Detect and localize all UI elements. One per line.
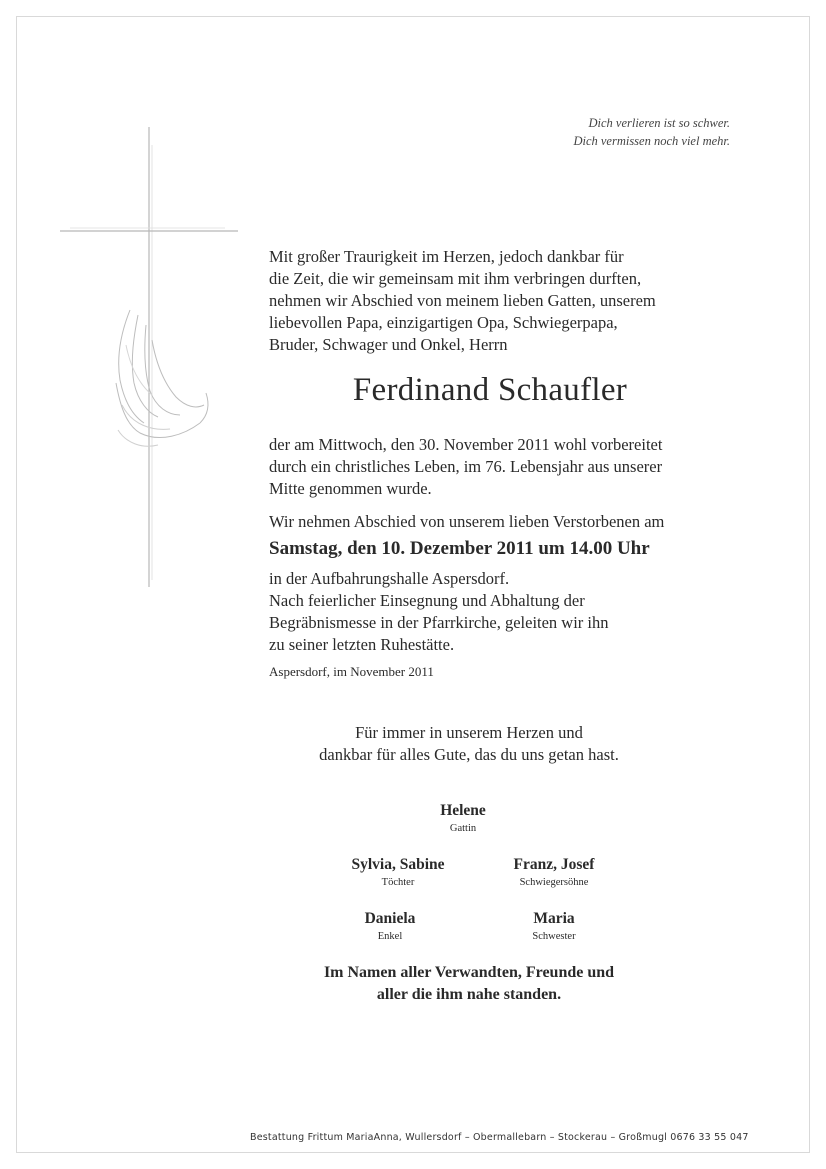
cross-icon [60,125,240,590]
farewell-intro: Wir nehmen Abschied von unserem lieben Verstorbenen am [269,512,665,531]
mourner-name: Helene [440,802,486,819]
mourner-role: Schwester [532,931,576,942]
mourner-role: Schwiegersöhne [519,877,589,888]
mourner-grandchild [300,910,480,942]
farewell-line: Nach feierlicher Einsegnung und Abhaltung der [269,591,585,610]
mourner-name: Daniela [364,910,416,927]
intro-line: nehmen wir Abschied von meinem lieben Gatten, unserem [269,291,656,310]
cross-illustration [60,125,240,590]
mourner-sons-in-law [464,856,644,888]
mourner-widow [373,802,553,834]
mourner-role: Enkel [377,931,403,942]
closing-line-2: dankbar für alles Gute, das du uns getan hast. [319,745,619,764]
death-text [269,434,739,500]
motto-line-1: Dich verlieren ist so schwer. [588,116,730,130]
funeral-date: Samstag, den 10. Dezember 2011 um 14.00 Uhr [269,538,650,559]
final-line-2: aller die ihm nahe standen. [376,986,562,1003]
farewell-line: Begräbnismesse in der Pfarrkirche, geleiten wir ihn [269,613,609,632]
mourner-name: Franz, Josef [513,856,595,873]
intro-text [269,246,739,356]
motto-line-2: Dich vermissen noch viel mehr. [573,134,730,148]
farewell-line: in der Aufbahrungshalle Aspersdorf. [269,569,510,588]
intro-line: Bruder, Schwager und Onkel, Herrn [269,335,508,354]
deceased-name: Ferdinand Schaufler [352,372,628,408]
mourner-name: Maria [533,910,575,927]
footer-imprint: Bestattung Frittum MariaAnna, Wullersdorf – Obermallebarn – Stockerau – Großmugl 0676 33 55 047 [250,1132,749,1143]
death-line: der am Mittwoch, den 30. November 2011 wohl vorbereitet [269,435,663,454]
mourner-name: Sylvia, Sabine [351,856,445,873]
closing-line-1: Für immer in unserem Herzen und [355,723,583,742]
place-date: Aspersdorf, im November 2011 [269,664,434,679]
intro-line: die Zeit, die wir gemeinsam mit ihm verbringen durften, [269,269,642,288]
farewell-text [269,568,739,656]
mourner-sister [464,910,644,942]
death-line: durch ein christliches Leben, im 76. Lebensjahr aus unserer [269,457,663,476]
praying-hands-icon [116,310,208,446]
mourner-role: Töchter [381,877,415,888]
intro-line: Mit großer Traurigkeit im Herzen, jedoch dankbar für [269,247,624,266]
farewell-line: zu seiner letzten Ruhestätte. [269,635,455,654]
intro-line: liebevollen Papa, einzigartigen Opa, Schwiegerpapa, [269,313,618,332]
death-line: Mitte genommen wurde. [269,479,432,498]
mourner-role: Gattin [449,823,477,834]
mourner-daughters [308,856,488,888]
motto [573,114,730,150]
final-line-1: Im Namen aller Verwandten, Freunde und [323,964,615,981]
final-text [269,962,669,1006]
closing-text [269,722,669,766]
